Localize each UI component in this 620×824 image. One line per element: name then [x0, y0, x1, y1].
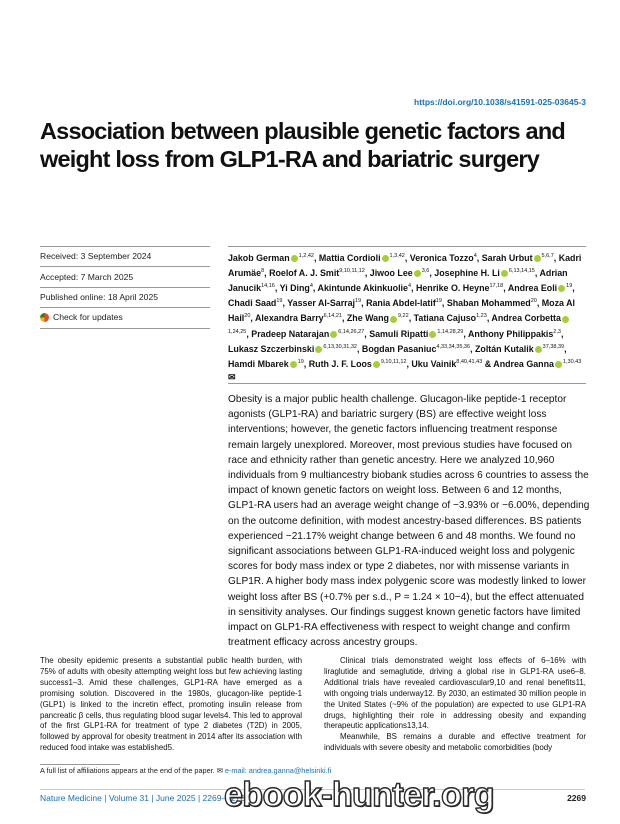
author-entry — [228, 344, 362, 354]
author-affiliations: 19 — [355, 298, 362, 305]
author-name[interactable]: Uku Vainik — [411, 358, 457, 369]
orcid-icon[interactable] — [373, 361, 380, 368]
author-entry — [370, 268, 435, 278]
author-entry — [347, 313, 414, 323]
check-for-updates-button[interactable] — [40, 312, 123, 322]
author-entry — [228, 298, 287, 308]
author-separator: , — [361, 298, 367, 309]
author-name[interactable]: Hamdi Mbarek — [228, 358, 289, 369]
author-list — [228, 250, 588, 384]
divider — [40, 307, 210, 308]
author-entry — [255, 313, 347, 323]
orcid-icon[interactable] — [382, 255, 389, 262]
author-entry — [309, 359, 412, 369]
author-separator: , — [406, 358, 412, 369]
body-paragraph: Clinical trials demonstrated weight loss effects of 6–16% with liraglutide and semaglutide, driving a global rise in GLP1-RA use6–8. Additional trials have revealed cardiovascular9,10 and renal benefits11, with ongoing trials underway12. By 2030, an estimated 30 million people in the United States (~9% of the population) are expected to use GLP1-RA drugs, highlighting their role in addressing obesity and expanding therapeutic applications13,14. — [324, 656, 586, 731]
page-number: 2269 — [567, 793, 586, 803]
author-name[interactable]: Lukasz Szczerbinski — [228, 343, 315, 354]
author-entry — [228, 359, 309, 369]
article-title: Association between plausible genetic factors and weight loss from GLP1-RA and bariatric surgery — [40, 118, 565, 172]
body-paragraph: The obesity epidemic presents a substantial public health burden, with 75% of adults with obesity attempting weight loss but few achieving lasting success1–3. Amid these challenges, GLP1-RA have emerged as a promising solution. Discovered in the 1980s, glucagon-like peptide-1 (GLP1) is linked to the incretin effect, promoting insulin release from pancreatic β cells, thus regulating blood sugar levels4. This led to approval of the first GLP1-RA for treatment of type 2 diabetes (T2D) in 2005, followed by approval for obesity treatment in 2014 after its association with reduced food intake was established5. — [40, 656, 302, 753]
orcid-icon[interactable] — [535, 346, 542, 353]
author-name[interactable]: Kadri Arumäe — [228, 252, 582, 279]
author-entry — [228, 253, 319, 263]
journal-citation: Nature Medicine | Volume 31 | June 2025 | 2269–2278 — [40, 793, 246, 803]
accepted-date: Accepted: 7 March 2025 — [40, 272, 134, 282]
author-separator: , — [246, 328, 252, 339]
author-separator: , — [572, 283, 575, 294]
author-name[interactable]: Chadi Saad — [228, 298, 277, 309]
author-name[interactable]: Sarah Urbut — [481, 252, 533, 263]
divider — [228, 383, 586, 384]
author-entry — [362, 344, 475, 354]
author-name[interactable]: Samuli Ripatti — [369, 328, 429, 339]
body-column-right — [324, 656, 586, 754]
author-separator: , — [463, 328, 468, 339]
author-entry — [269, 268, 370, 278]
author-entry — [411, 359, 493, 369]
author-name[interactable]: Bogdan Pasaniuc — [361, 343, 437, 354]
author-affiliations: 20 — [530, 298, 537, 305]
check-for-updates-label: Check for updates — [53, 312, 123, 322]
author-affiliations: 6,14,21 — [323, 313, 342, 320]
author-name[interactable]: Akintunde Akinkuolie — [317, 283, 408, 294]
orcid-icon[interactable] — [534, 255, 541, 262]
author-name[interactable]: Veronica Tozzo — [409, 252, 474, 263]
author-affiliations: 3,6 — [421, 268, 430, 275]
author-entry — [366, 298, 447, 308]
received-date: Received: 3 September 2024 — [40, 251, 152, 261]
body-paragraph: Meanwhile, BS remains a durable and effective treatment for individuals with severe obesity and metabolic comorbidities (body — [324, 732, 586, 753]
author-name[interactable]: Yi Ding — [279, 283, 310, 294]
orcid-icon[interactable] — [315, 346, 322, 353]
author-separator: , — [408, 313, 414, 324]
author-affiliations: 9,10,11,12 — [339, 268, 365, 275]
author-separator: , — [341, 313, 347, 324]
author-affiliations: 19 — [297, 358, 304, 365]
author-entry — [251, 329, 369, 339]
watermark: ebook-hunter.org — [224, 776, 494, 814]
author-affiliations: 1,23 — [476, 313, 487, 320]
author-entry — [434, 268, 539, 278]
author-separator: , — [303, 358, 309, 369]
author-affiliations: 1,3,42 — [389, 253, 405, 259]
author-affiliations: 9,22 — [397, 313, 409, 320]
author-entry — [508, 283, 575, 293]
author-affiliations: 4,33,34,35,36 — [436, 343, 471, 350]
orcid-icon[interactable] — [291, 255, 298, 262]
author-separator: , — [486, 313, 492, 324]
orcid-icon[interactable] — [290, 361, 297, 368]
orcid-icon[interactable] — [562, 316, 569, 323]
author-separator: , — [313, 252, 319, 263]
author-separator: , — [312, 283, 318, 294]
author-entry — [280, 283, 318, 293]
author-name[interactable]: Pradeep Natarajan — [251, 328, 330, 339]
divider — [40, 328, 210, 329]
author-name[interactable]: Yasser Al-Sarraj — [287, 298, 356, 309]
author-affiliations: 4 — [473, 253, 477, 259]
author-separator: , — [536, 298, 542, 309]
doi-link[interactable]: https://doi.org/10.1038/s41591-025-03645-3 — [414, 97, 586, 107]
author-affiliations: 6,14,26,27 — [338, 328, 365, 335]
author-entry — [416, 283, 508, 293]
footnote-text: A full list of affiliations appears at the end of the paper. — [40, 766, 215, 775]
author-name[interactable]: Josephine H. Li — [434, 268, 500, 279]
author-name[interactable]: Tatiana Cajuso — [413, 313, 477, 324]
author-separator: , — [264, 268, 270, 279]
author-entry — [414, 313, 492, 323]
author-affiliations: 19 — [276, 298, 283, 305]
author-affiliations: 1,30,43 — [562, 358, 582, 365]
author-separator: , — [503, 283, 508, 294]
author-name[interactable]: Jakob German — [228, 252, 290, 263]
author-name[interactable]: Mattia Cordioli — [318, 252, 381, 263]
author-separator: , — [282, 298, 288, 309]
author-affiliations: 19 — [435, 298, 442, 305]
author-name[interactable]: Andrea Ganna — [493, 358, 554, 369]
author-separator: , — [429, 268, 435, 279]
divider — [228, 246, 586, 247]
author-separator: , — [356, 343, 362, 354]
author-separator: , — [364, 268, 370, 279]
author-name[interactable]: Ruth J. F. Loos — [308, 358, 372, 369]
orcid-icon[interactable] — [555, 361, 562, 368]
footnote-divider — [40, 764, 120, 765]
author-separator: ✉ — [228, 372, 236, 382]
orcid-icon[interactable] — [429, 331, 436, 338]
author-separator: , — [441, 298, 447, 309]
author-affiliations: 17,18 — [489, 283, 504, 290]
author-entry — [447, 298, 542, 308]
author-affiliations: 5,6,7 — [541, 253, 554, 259]
author-name[interactable]: Henrike O. Heyne — [415, 283, 490, 294]
author-entry — [287, 298, 366, 308]
orcid-icon[interactable] — [501, 270, 508, 277]
author-entry — [318, 283, 416, 293]
orcid-icon[interactable] — [390, 316, 397, 323]
author-separator: , — [250, 313, 256, 324]
author-separator: , — [274, 283, 280, 294]
author-separator: & — [482, 358, 494, 369]
author-separator: , — [564, 343, 567, 354]
author-name[interactable]: Alexandra Barry — [255, 313, 324, 324]
author-name[interactable]: Adrian Janucik — [228, 268, 568, 294]
author-entry — [475, 344, 567, 354]
author-affiliations: 8 — [261, 268, 265, 275]
divider — [40, 266, 210, 267]
author-name[interactable]: Jiwoo Lee — [369, 268, 413, 279]
author-separator: , — [470, 343, 475, 354]
divider — [40, 246, 210, 247]
author-affiliations: 37,38,39 — [542, 343, 565, 350]
author-separator: , — [476, 252, 482, 263]
author-separator: , — [411, 283, 416, 294]
author-name[interactable]: Shaban Mohammed — [446, 298, 531, 309]
author-affiliations: 19 — [566, 283, 573, 290]
body-column-left — [40, 656, 302, 754]
published-date: Published online: 18 April 2025 — [40, 292, 159, 302]
author-affiliations: 1,2,42 — [298, 253, 314, 259]
author-entry — [468, 329, 563, 339]
author-name[interactable]: Zoltán Kutalik — [474, 343, 534, 354]
crossmark-icon — [40, 313, 49, 322]
abstract: Obesity is a major public health challenge. Glucagon-like peptide-1 receptor agonists (GLP1-RA) and bariatric surgery (BS) are effective weight loss interventions; however, the genetic factors influencing treatment response remain largely unexplored. Moreover, most previous studies have focused on race and ethnicity rather than genetic ancestry. Here we analyzed 10,960 individuals from 9 multiancestry biobank studies across 6 countries to assess the impact of known genetic factors on weight loss. Between 6 and 12 months, GLP1-RA users had an average weight change of −3.93% or −6.00%, depending on the outcome definition, with modest ancestry-based differences. BS patients experienced −21.17% weight change between 6 and 48 months. We found no significant associations between GLP1-RA-induced weight loss and polygenic scores for body mass index or type 2 diabetes, nor with missense variants in GLP1R. A higher body mass index polygenic score was modestly linked to lower weight loss after BS (+0.7% per s.d., P = 1.24 × 10−4), but the effect attenuated in sensitivity analyses. Our findings suggest known genetic factors have limited impact on GLP1-RA effectiveness with respect to weight change and confirm treatment efficacy across ancestry groups. — [228, 394, 590, 649]
footnote — [40, 766, 331, 775]
author-affiliations: 6,13,14,15 — [508, 268, 535, 275]
orcid-icon[interactable] — [414, 270, 421, 277]
author-name[interactable]: Roelof A. J. Smit — [269, 268, 340, 279]
author-entry — [410, 253, 482, 263]
author-affiliations: 4 — [309, 283, 313, 290]
author-affiliations: 6,13,30,31,32 — [323, 343, 357, 350]
author-entry — [319, 253, 410, 263]
author-affiliations: 20 — [244, 313, 251, 320]
author-affiliations: 4 — [407, 283, 411, 290]
email-link[interactable]: e-mail: andrea.ganna@helsinki.fi — [224, 766, 332, 775]
author-name[interactable]: Moza Al Hail — [228, 298, 575, 324]
author-affiliations: 1,24,25 — [228, 328, 247, 335]
author-affiliations: 1,14,28,29 — [437, 328, 464, 335]
orcid-icon[interactable] — [558, 285, 565, 292]
divider — [40, 287, 210, 288]
author-entry — [482, 253, 559, 263]
author-entry — [369, 329, 468, 339]
author-affiliations: 2,3 — [553, 328, 561, 335]
author-name[interactable]: Andrea Eoli — [507, 283, 558, 294]
orcid-icon[interactable] — [330, 331, 337, 338]
author-name[interactable]: Rania Abdel-latif — [366, 298, 436, 309]
mail-icon: ✉ — [216, 766, 223, 775]
author-separator: , — [404, 252, 410, 263]
author-separator: , — [534, 268, 540, 279]
author-name[interactable]: Andrea Corbetta — [491, 313, 561, 324]
author-affiliations: 8,40,41,43 — [456, 358, 483, 365]
author-separator: , — [553, 252, 559, 263]
author-separator: , — [560, 328, 564, 339]
author-separator: , — [364, 328, 370, 339]
author-affiliations: 9,10,11,12 — [380, 358, 407, 365]
author-affiliations: 14,16 — [261, 283, 275, 290]
author-name[interactable]: Anthony Philippakis — [467, 328, 554, 339]
author-name[interactable]: Zhe Wang — [346, 313, 389, 324]
